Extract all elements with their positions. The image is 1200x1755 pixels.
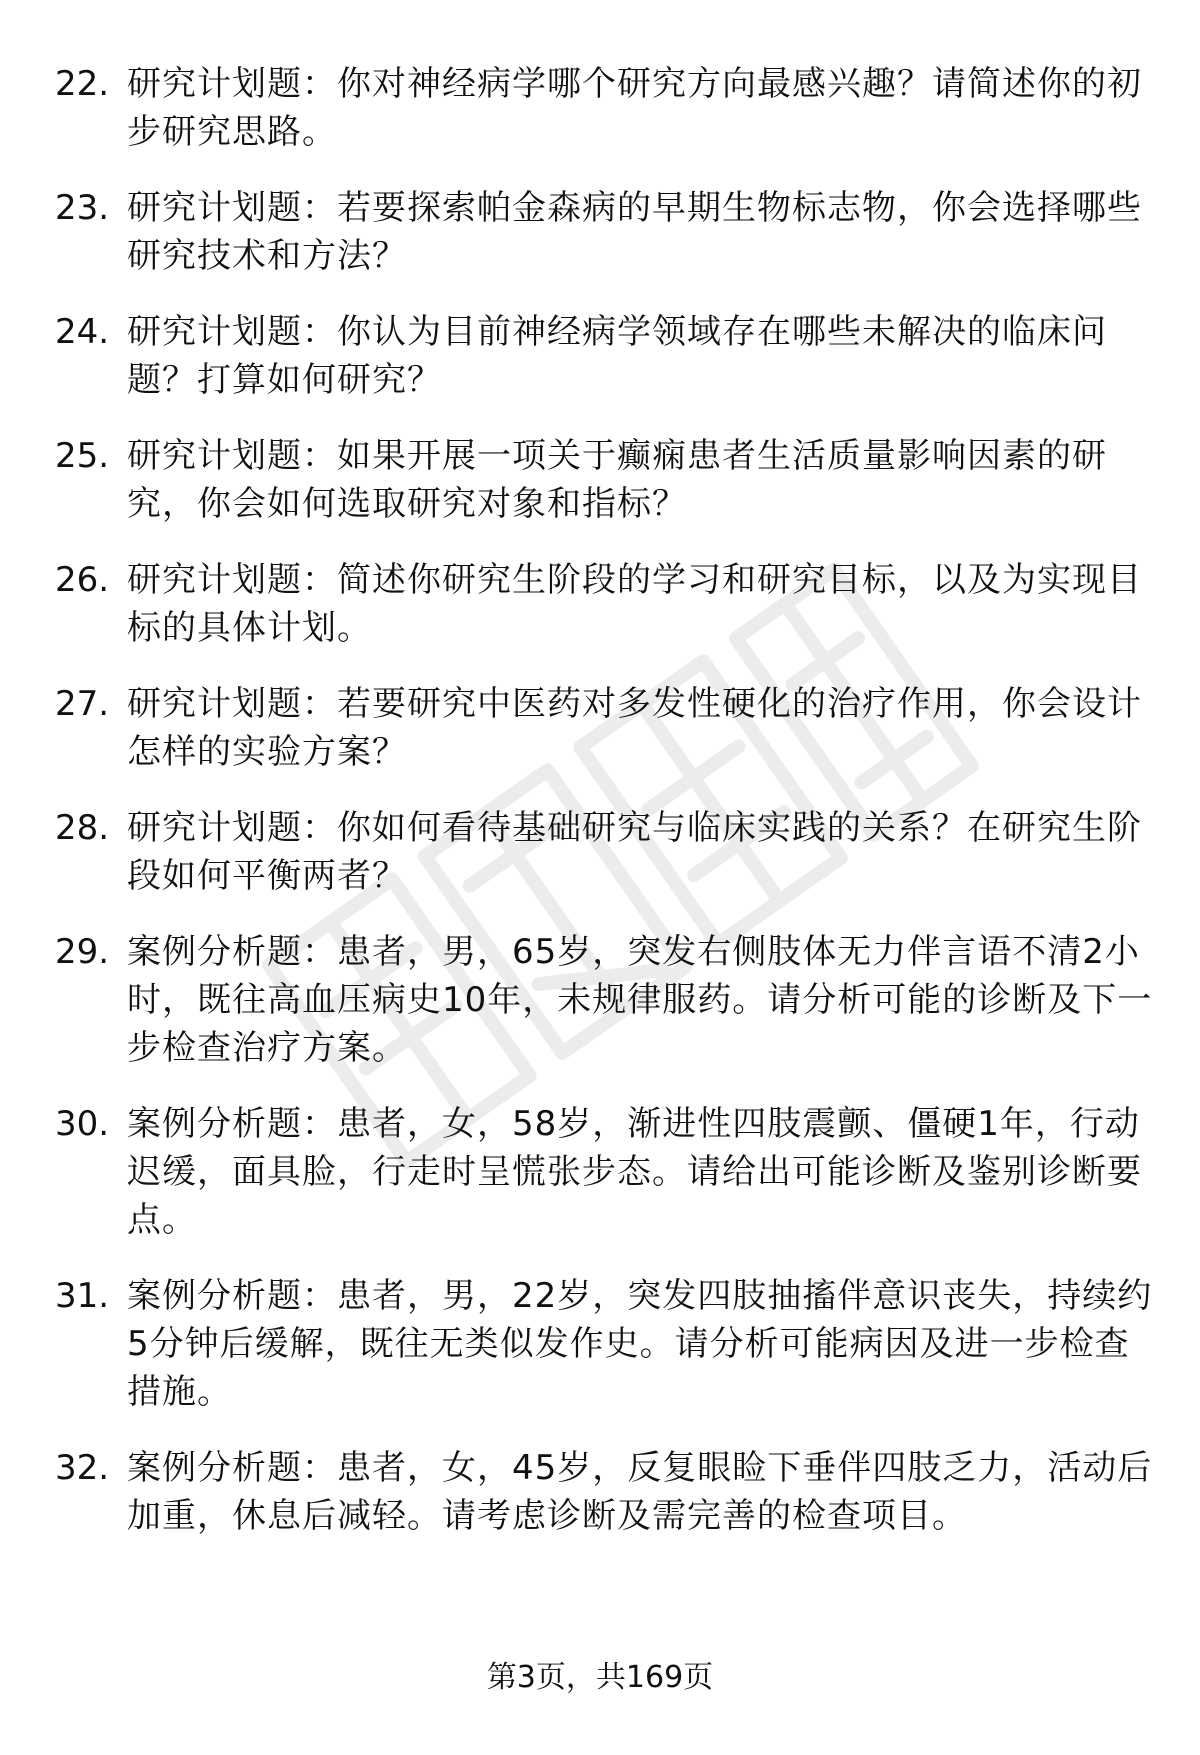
- question-number: 29.: [55, 932, 110, 972]
- question-item: [55, 60, 1160, 156]
- question-text: 案例分析题：患者，男，22岁，突发四肢抽搐伴意识丧失，持续约5分钟后缓解，既往无类似发作史。请分析可能病因及进一步检查措施。: [127, 1276, 1153, 1412]
- question-list: [55, 60, 1160, 1568]
- question-number: 23.: [55, 188, 110, 228]
- question-item: [55, 804, 1160, 900]
- question-number: 28.: [55, 808, 110, 848]
- question-text: 研究计划题：如果开展一项关于癫痫患者生活质量影响因素的研究，你会如何选取研究对象和指标？: [127, 436, 1107, 524]
- question-number: 24.: [55, 312, 110, 352]
- question-number: 31.: [55, 1276, 110, 1316]
- question-number: 32.: [55, 1448, 110, 1488]
- question-item: [55, 556, 1160, 652]
- question-number: 27.: [55, 684, 110, 724]
- question-text: 案例分析题：患者，女，58岁，渐进性四肢震颤、僵硬1年，行动迟缓，面具脸，行走时呈慌张步态。请给出可能诊断及鉴别诊断要点。: [127, 1104, 1142, 1240]
- question-item: [55, 1272, 1160, 1416]
- question-text: 研究计划题：你如何看待基础研究与临床实践的关系？在研究生阶段如何平衡两者？: [127, 808, 1142, 896]
- question-text: 研究计划题：你对神经病学哪个研究方向最感兴趣？请简述你的初步研究思路。: [127, 64, 1142, 152]
- question-item: [55, 928, 1160, 1072]
- question-item: [55, 308, 1160, 404]
- question-text: 案例分析题：患者，女，45岁，反复眼睑下垂伴四肢乏力，活动后加重，休息后减轻。请考虑诊断及需完善的检查项目。: [127, 1448, 1153, 1536]
- question-text: 案例分析题：患者，男，65岁，突发右侧肢体无力伴言语不清2小时，既往高血压病史10年，未规律服药。请分析可能的诊断及下一步检查治疗方案。: [127, 932, 1153, 1068]
- question-item: [55, 432, 1160, 528]
- question-number: 25.: [55, 436, 110, 476]
- question-item: [55, 1444, 1160, 1540]
- question-text: 研究计划题：简述你研究生阶段的学习和研究目标，以及为实现目标的具体计划。: [127, 560, 1142, 648]
- question-text: 研究计划题：你认为目前神经病学领域存在哪些未解决的临床问题？打算如何研究？: [127, 312, 1107, 400]
- question-item: [55, 1100, 1160, 1244]
- page-footer: [0, 1658, 1200, 1698]
- question-text: 研究计划题：若要探索帕金森病的早期生物标志物，你会选择哪些研究技术和方法？: [127, 188, 1142, 276]
- question-item: [55, 680, 1160, 776]
- page-number-label: 第3页，共169页: [486, 1660, 714, 1695]
- question-number: 30.: [55, 1104, 110, 1144]
- question-number: 22.: [55, 64, 110, 104]
- question-text: 研究计划题：若要研究中医药对多发性硬化的治疗作用，你会设计怎样的实验方案？: [127, 684, 1142, 772]
- question-number: 26.: [55, 560, 110, 600]
- question-item: [55, 184, 1160, 280]
